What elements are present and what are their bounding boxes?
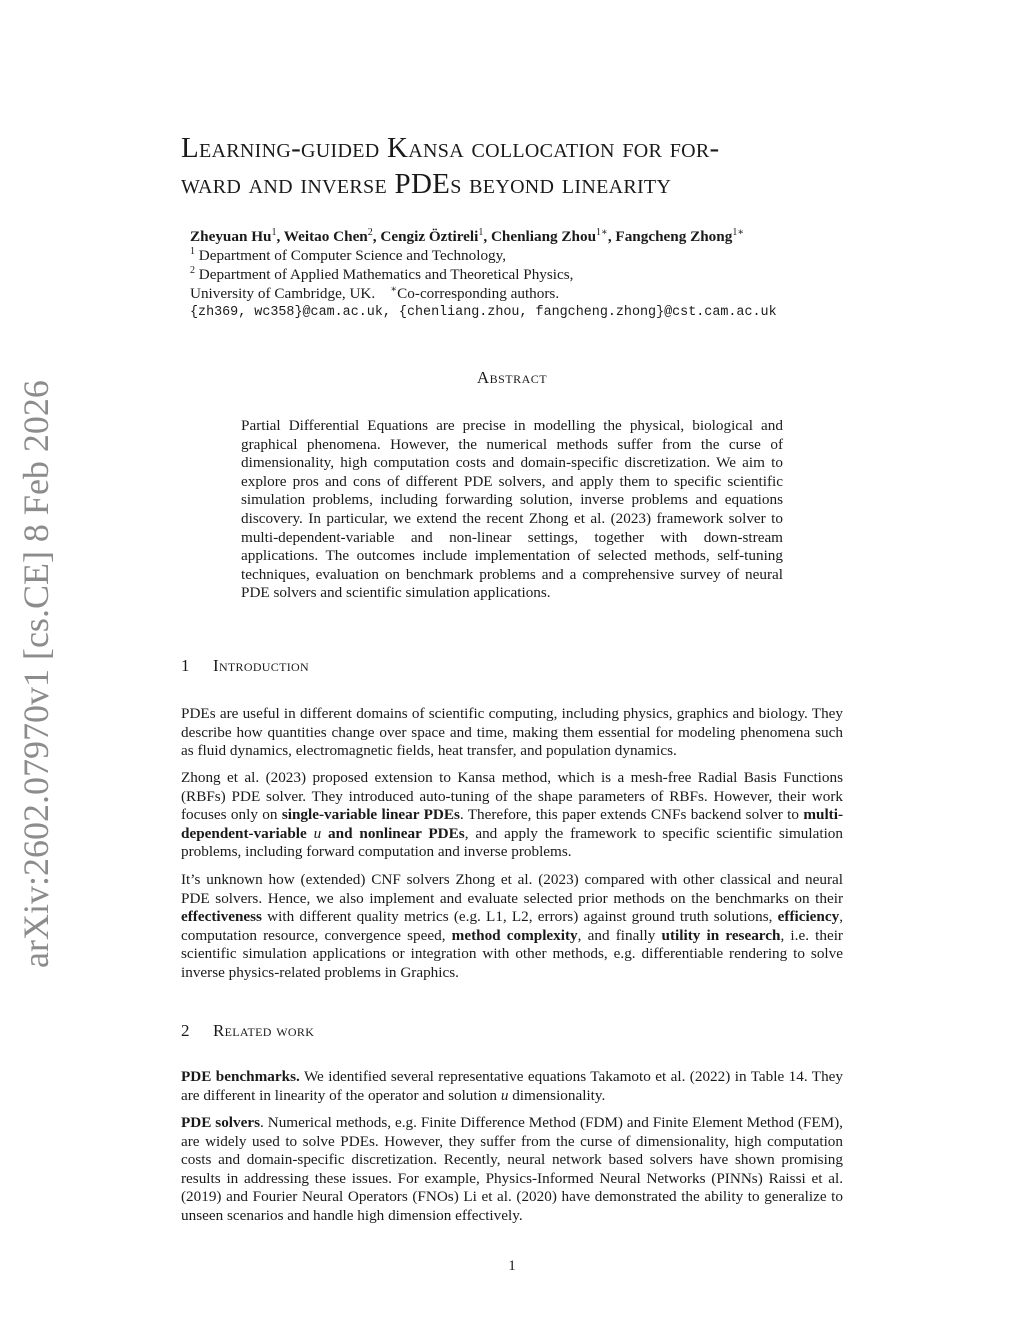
intro-paragraph-1: PDEs are useful in different domains of scientific computing, including physics, graphics and biology. They describe how quantities change over space and time, making them essential for modeling phenomena such as fluid dynamics, electromagnetic fields, heat transfer, and population dynamics. — [181, 705, 843, 760]
bold-term: utility in research — [661, 926, 781, 944]
author-name: Weitao Chen — [283, 228, 368, 245]
title-line-1: Learning-guided Kansa collocation for for- — [181, 132, 720, 164]
text-run: , and finally — [577, 926, 662, 944]
affil-mark: 1 — [478, 226, 484, 238]
text-run: It’s unknown how (extended) CNF solvers Zhong et al. (2023) compared with other classical and neural PDE solvers. Hence, we also implement and evaluate selected prior methods on the benchmarks on their — [181, 871, 843, 907]
author-names: Zheyuan Hu$^1$, Weitao Chen$^2$, Cengiz Öztireli$^1$, Chenliang Zhou$^{1∗}$, Fangcheng Zhong$^{1∗}$ — [190, 226, 745, 245]
paragraph-heading: PDE benchmarks. — [181, 1068, 300, 1085]
title-line-2: ward and inverse PDEs beyond linearity — [181, 168, 672, 200]
intro-paragraph-2 — [181, 769, 843, 862]
abstract-text: Partial Differential Equations are precise in modelling the physical, biological and graphical phenomena. However, the numerical methods suffer from the curse of dimensionality, high computation costs and domain-specific discretization. We aim to explore pros and cons of different PDE solvers, and apply them to specific scientific simulation problems, including forwarding solution, inverse problems and equations discovery. In particular, we extend the recent Zhong et al. (2023) framework solver to multi-dependent-variable and non-linear settings, together with down-stream applications. The outcomes include implementation of selected methods, self-tuning techniques, evaluation on benchmark problems and a comprehensive survey of neural PDE solvers and scientific simulation applications. — [241, 417, 783, 602]
intro-paragraph-3 — [181, 871, 843, 983]
math-variable: u — [313, 824, 322, 842]
corresponding-note: Co-corresponding authors. — [397, 285, 560, 302]
text-run: with different quality metrics (e.g. L1, L2, errors) against ground truth solutions, — [261, 908, 778, 926]
author-name: Cengiz Öztireli — [380, 228, 479, 245]
text-run: , i.e. their scientific simulation applications or integration with other methods, e.g. differentiable rendering to solve inverse physics-related problems in Graphics. — [181, 926, 843, 981]
section-1-heading — [181, 656, 309, 676]
bold-term: single-variable linear PDEs — [281, 806, 460, 824]
section-title: Related work — [213, 1021, 315, 1040]
section-number: 1 — [181, 656, 190, 675]
affil-mark: 2 — [367, 226, 373, 238]
author-emails: {zh369, wc358}@cam.ac.uk, {chenliang.zhou, fangcheng.zhong}@cst.cam.ac.uk — [190, 305, 777, 320]
bold-term: effectiveness — [181, 908, 262, 926]
affil-mark: 1∗ — [596, 226, 608, 238]
affiliation-text: Department of Computer Science and Technology, — [198, 247, 507, 264]
bold-term: efficiency — [777, 908, 840, 926]
text-run: . Numerical methods, e.g. Finite Difference Method (FDM) and Finite Element Method (FEM), are widely used to solve PDEs. However, they suffer from the curse of dimensionality, high computation costs and domain-specific discretization. Recently, neural network based solvers have shown promising results in addressing these issues. For example, Physics-Informed Neural Networks (PINNs) Raissi et al. (2019) and Fourier Neural Operators (FNOs) Li et al. (2020) have demonstrated the ability to generalize to unseen scenarios and handle high dimension effectively. — [181, 1114, 843, 1224]
text-run: , and apply the framework to specific scientific simulation problems, including forward computation and inverse problems. — [181, 824, 843, 861]
bold-term: method complexity — [451, 926, 578, 944]
affil-mark: 1 — [190, 245, 195, 257]
related-paragraph-1 — [181, 1068, 843, 1105]
arxiv-stamp: arXiv:2602.07970v1 [cs.CE] 8 Feb 2026 — [16, 380, 56, 968]
corr-mark: ∗ — [390, 283, 398, 295]
math-variable: u — [500, 1086, 509, 1104]
affiliation-1 — [190, 246, 890, 265]
affil-mark: 1 — [271, 226, 277, 238]
author-name: Zheyuan Hu — [190, 228, 272, 245]
section-2-heading — [181, 1021, 314, 1041]
text-run: dimensionality. — [508, 1086, 606, 1104]
affiliation-3 — [190, 284, 890, 303]
text-run: . Therefore, this paper extends CNFs backend solver to — [459, 806, 804, 824]
section-title: Introduction — [213, 656, 309, 675]
affil-mark: 1∗ — [732, 226, 745, 238]
text-run: Zhong et al. (2023) proposed extension to Kansa method, which is a mesh-free Radial Basis Functions (RBFs) PDE solver. They introduced auto-tuning of the shape parameters of RBFs. However, their work focuses only on — [181, 769, 843, 824]
affiliation-2 — [190, 265, 890, 284]
paper-title — [181, 130, 851, 202]
author-block — [190, 227, 890, 322]
bold-term: multi-dependent-variable — [181, 806, 843, 842]
text-run: We identified several representative equations Takamoto et al. (2022) in Table 14. They are different in linearity of the operator and solution — [181, 1068, 843, 1104]
section-number: 2 — [181, 1021, 190, 1040]
abstract-heading: Abstract — [476, 368, 548, 387]
related-paragraph-2 — [181, 1114, 843, 1226]
author-name: Chenliang Zhou — [490, 228, 597, 245]
author-name: Fangcheng Zhong — [615, 228, 733, 245]
affiliation-text: Department of Applied Mathematics and Theoretical Physics, — [198, 266, 574, 283]
page-number: 1 — [508, 1258, 516, 1274]
text-run: , computation resource, convergence speed, — [181, 908, 843, 944]
paragraph-heading: PDE solvers — [181, 1114, 261, 1131]
affil-mark: 2 — [190, 264, 195, 276]
university: University of Cambridge, UK. — [190, 285, 376, 302]
bold-term: and nonlinear PDEs — [321, 824, 465, 842]
